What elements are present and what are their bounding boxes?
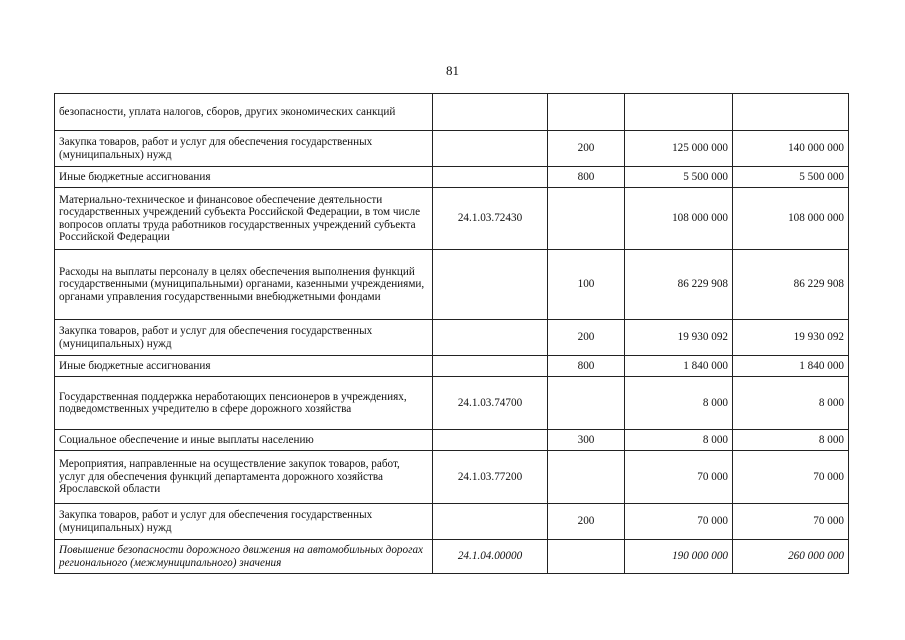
table-row bbox=[55, 504, 849, 540]
amount-year-1-cell: 19 930 092 bbox=[625, 320, 733, 356]
target-article-cell bbox=[433, 167, 548, 188]
target-article-cell bbox=[433, 430, 548, 451]
amount-year-2-cell: 86 229 908 bbox=[733, 250, 849, 320]
amount-year-1-cell: 108 000 000 bbox=[625, 188, 733, 250]
target-article-cell: 24.1.03.74700 bbox=[433, 377, 548, 430]
budget-table-body bbox=[55, 94, 849, 574]
amount-year-2-cell: 70 000 bbox=[733, 451, 849, 504]
expense-type-cell: 800 bbox=[548, 167, 625, 188]
item-name-cell: Закупка товаров, работ и услуг для обеспечения государственных (муниципальных) нужд bbox=[55, 504, 433, 540]
amount-year-2-cell bbox=[733, 94, 849, 131]
item-name-cell: Мероприятия, направленные на осуществление закупок товаров, работ, услуг для обеспечения функций департамента дорожного хозяйства Ярославской области bbox=[55, 451, 433, 504]
target-article-cell bbox=[433, 94, 548, 131]
table-row bbox=[55, 540, 849, 574]
expense-type-cell bbox=[548, 377, 625, 430]
target-article-cell bbox=[433, 250, 548, 320]
table-row bbox=[55, 451, 849, 504]
amount-year-2-cell: 70 000 bbox=[733, 504, 849, 540]
table-row bbox=[55, 131, 849, 167]
target-article-cell bbox=[433, 320, 548, 356]
target-article-cell: 24.1.03.77200 bbox=[433, 451, 548, 504]
amount-year-1-cell: 70 000 bbox=[625, 451, 733, 504]
amount-year-1-cell: 125 000 000 bbox=[625, 131, 733, 167]
expense-type-cell bbox=[548, 451, 625, 504]
expense-type-cell bbox=[548, 188, 625, 250]
item-name-cell: Закупка товаров, работ и услуг для обеспечения государственных (муниципальных) нужд bbox=[55, 320, 433, 356]
page-number: 81 bbox=[446, 63, 459, 78]
item-name-cell: Материально-техническое и финансовое обеспечение деятельности государственных учреждений субъекта Российской Федерации, в том числе вопросов оплаты труда работников государственных учреждений субъекта Российской Федерации bbox=[55, 188, 433, 250]
amount-year-1-cell: 8 000 bbox=[625, 377, 733, 430]
expense-type-cell: 800 bbox=[548, 356, 625, 377]
expense-type-cell: 300 bbox=[548, 430, 625, 451]
amount-year-1-cell: 86 229 908 bbox=[625, 250, 733, 320]
amount-year-1-cell: 1 840 000 bbox=[625, 356, 733, 377]
expense-type-cell: 100 bbox=[548, 250, 625, 320]
target-article-cell: 24.1.03.72430 bbox=[433, 188, 548, 250]
item-name-cell: Государственная поддержка неработающих пенсионеров в учреждениях, подведомственных учредителю в сфере дорожного хозяйства bbox=[55, 377, 433, 430]
amount-year-2-cell: 108 000 000 bbox=[733, 188, 849, 250]
item-name-cell: Повышение безопасности дорожного движения на автомобильных дорогах регионального (межмуниципального) значения bbox=[55, 540, 433, 574]
item-name-cell: Закупка товаров, работ и услуг для обеспечения государственных (муниципальных) нужд bbox=[55, 131, 433, 167]
amount-year-1-cell: 8 000 bbox=[625, 430, 733, 451]
amount-year-1-cell: 190 000 000 bbox=[625, 540, 733, 574]
item-name-cell: Иные бюджетные ассигнования bbox=[55, 167, 433, 188]
expense-type-cell: 200 bbox=[548, 504, 625, 540]
target-article-cell bbox=[433, 504, 548, 540]
table-row bbox=[55, 94, 849, 131]
amount-year-2-cell: 8 000 bbox=[733, 430, 849, 451]
amount-year-2-cell: 8 000 bbox=[733, 377, 849, 430]
target-article-cell bbox=[433, 131, 548, 167]
amount-year-1-cell bbox=[625, 94, 733, 131]
amount-year-1-cell: 70 000 bbox=[625, 504, 733, 540]
table-row bbox=[55, 356, 849, 377]
expense-type-cell: 200 bbox=[548, 131, 625, 167]
item-name-cell: безопасности, уплата налогов, сборов, других экономических санкций bbox=[55, 94, 433, 131]
target-article-cell: 24.1.04.00000 bbox=[433, 540, 548, 574]
expense-type-cell bbox=[548, 540, 625, 574]
expense-type-cell bbox=[548, 94, 625, 131]
table-row bbox=[55, 430, 849, 451]
amount-year-2-cell: 140 000 000 bbox=[733, 131, 849, 167]
amount-year-2-cell: 260 000 000 bbox=[733, 540, 849, 574]
item-name-cell: Расходы на выплаты персоналу в целях обеспечения выполнения функций государственными (муниципальными) органами, казенными учреждениями, органами управления государственными внебюджетными фондами bbox=[55, 250, 433, 320]
item-name-cell: Социальное обеспечение и иные выплаты населению bbox=[55, 430, 433, 451]
amount-year-1-cell: 5 500 000 bbox=[625, 167, 733, 188]
table-row bbox=[55, 377, 849, 430]
table-row bbox=[55, 320, 849, 356]
amount-year-2-cell: 1 840 000 bbox=[733, 356, 849, 377]
budget-table bbox=[54, 93, 849, 574]
amount-year-2-cell: 5 500 000 bbox=[733, 167, 849, 188]
item-name-cell: Иные бюджетные ассигнования bbox=[55, 356, 433, 377]
table-row bbox=[55, 250, 849, 320]
table-row bbox=[55, 167, 849, 188]
amount-year-2-cell: 19 930 092 bbox=[733, 320, 849, 356]
expense-type-cell: 200 bbox=[548, 320, 625, 356]
table-row bbox=[55, 188, 849, 250]
target-article-cell bbox=[433, 356, 548, 377]
